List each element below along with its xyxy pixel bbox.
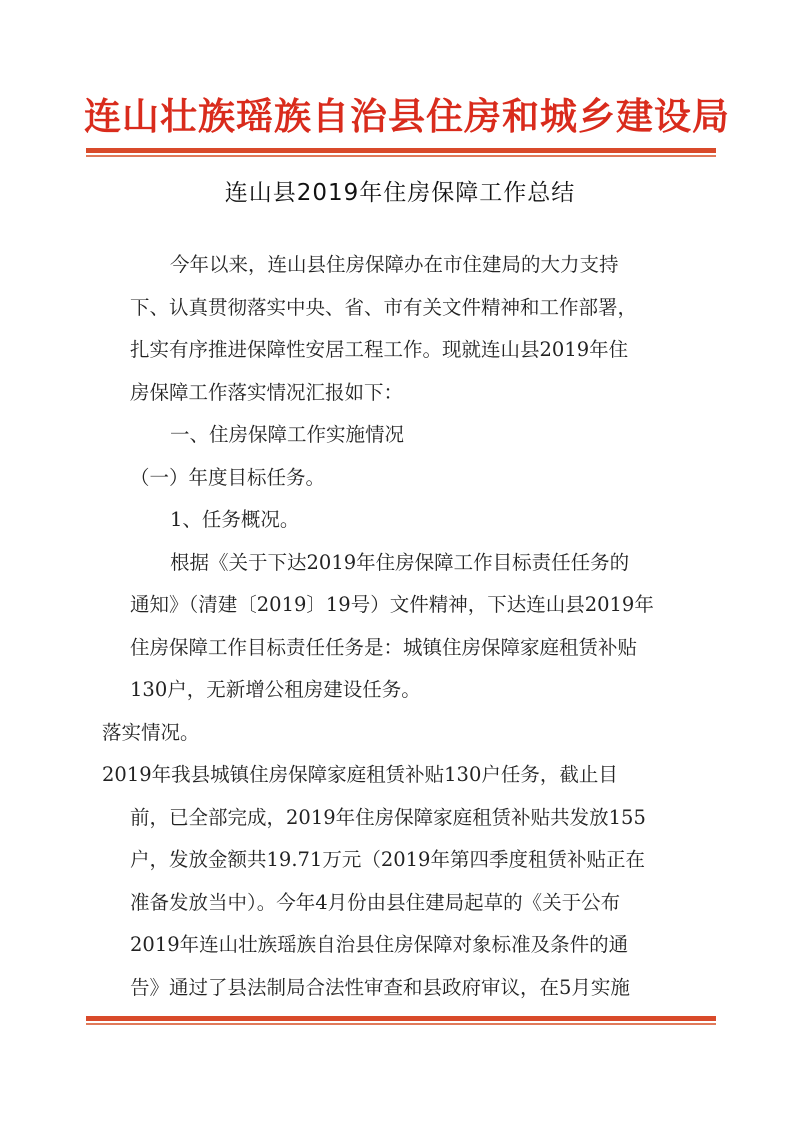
body-line: 扎实有序推进保障性安居工程工作。现就连山县2019年住 [130, 338, 629, 361]
body-line: （一）年度目标任务。 [130, 465, 326, 489]
body-line: 2019年连山壮族瑶族自治县住房保障对象标准及条件的通 [130, 933, 629, 956]
body-line: 住房保障工作目标责任任务是：城镇住房保障家庭租赁补贴 [130, 635, 638, 659]
body-line: 根据《关于下达2019年住房保障工作目标责任任务的 [170, 550, 630, 574]
letterhead-rule-thick [86, 148, 716, 153]
body-line: 下、认真贯彻落实中央、省、市有关文件精神和工作部署， [130, 295, 638, 319]
body-line: 今年以来，连山县住房保障办在市住建局的大力支持 [170, 253, 619, 276]
document-body [102, 244, 690, 1009]
letterhead-title: 连山壮族瑶族自治县住房和城乡建设局 [84, 95, 730, 138]
body-line: 户，发放金额共19.71万元（2019年第四季度租赁补贴正在 [130, 848, 645, 871]
body-line: 房保障工作落实情况汇报如下： [130, 380, 404, 404]
body-line: 130户，无新增公租房建设任务。 [130, 678, 421, 701]
body-line: 通知》（清建〔2019〕19号）文件精神，下达连山县2019年 [130, 593, 654, 616]
body-line: 2019年我县城镇住房保障家庭租赁补贴130户任务，截止目 [102, 763, 618, 786]
body-line: 告》通过了县法制局合法性审查和县政府审议，在5月实施 [130, 975, 630, 999]
letterhead-rule-thin [86, 155, 716, 157]
body-line: 准备发放当中）。今年4月份由县住建局起草的《关于公布 [130, 890, 621, 914]
footer-rule-thin [86, 1023, 716, 1025]
footer-rule-thick [86, 1016, 716, 1021]
body-line: 一、住房保障工作实施情况 [170, 423, 405, 446]
body-line: 1、任务概况。 [170, 508, 300, 531]
document-title: 连山县2019年住房保障工作总结 [224, 180, 576, 206]
body-line: 落实情况。 [102, 720, 200, 744]
body-line: 前，已全部完成，2019年住房保障家庭租赁补贴共发放155 [130, 805, 646, 829]
